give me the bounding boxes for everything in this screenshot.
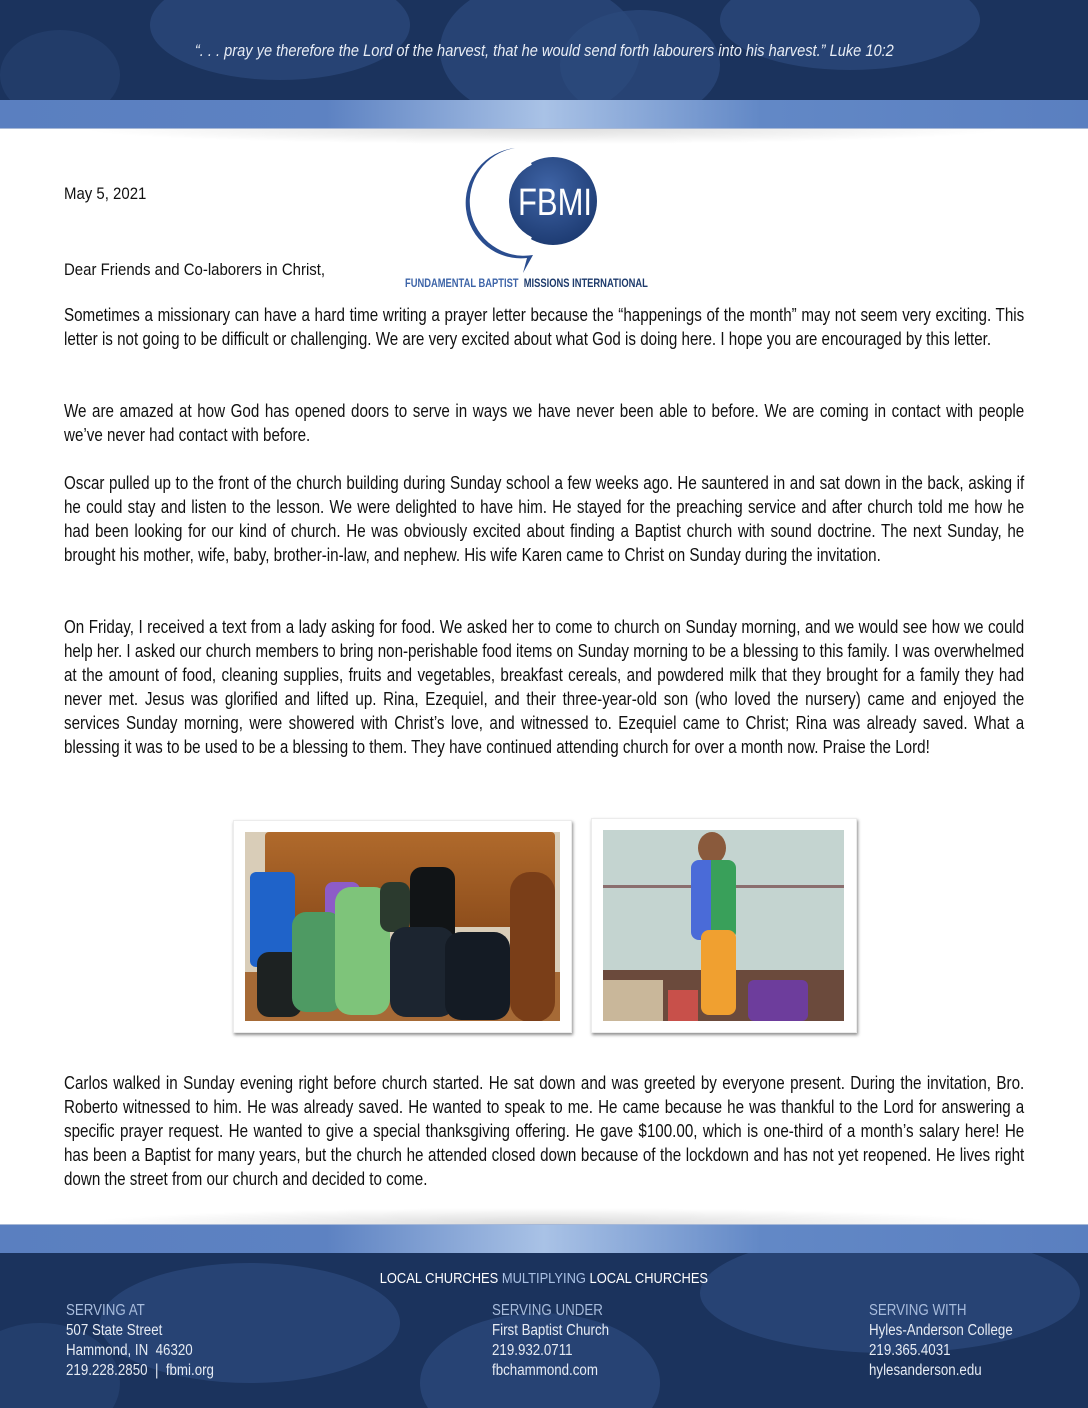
footer-phone: 219.365.4031 [869,1342,951,1359]
motto-part3: LOCAL CHURCHES [586,1270,709,1287]
photo-frame-food-bags [233,820,572,1033]
paragraph-open-doors: We are amazed at how God has opened doors to serve in ways we have never been able to before. We are coming in contact with people we’ve never had contact with before. [64,400,1025,445]
fbmi-logo [405,143,705,293]
footer-line: Hyles-Anderson College [869,1322,1013,1339]
logo-name-part1: FUNDAMENTAL BAPTIST [405,276,519,290]
footer-shadow [0,1205,1088,1224]
header-accent-bar [0,100,1088,129]
letter-salutation [64,260,361,280]
footer-line: 507 State Street [66,1322,163,1339]
footer-phone: 219.932.0711 [492,1342,573,1359]
world-map-shape [150,0,410,80]
paragraph-intro: Sometimes a missionary can have a hard time writing a prayer letter because the “happenings of the month” may not seem very exciting. This letter is not going to be difficult or challenging. We are very excited about what God is doing here. I hope you are encouraged by this letter. [64,304,1025,349]
footer-link-fbmi[interactable]: 219.228.2850 | fbmi.org [66,1362,214,1379]
footer-banner [0,1253,1088,1408]
footer-column-serving-at [66,1301,238,1381]
photo-food-bags [245,832,560,1021]
photo-frame-child [591,818,857,1033]
footer-heading: SERVING AT [66,1302,145,1319]
letter-date [64,184,158,204]
paragraph-carlos: Carlos walked in Sunday evening right before church started. He sat down and was greeted by everyone present. During the invitation, Bro. Roberto witnessed to him. He was already saved. He wanted to speak to me. He came because he was thankful to the Lord for answering a specific prayer request. He wanted to give a special thanksgiving offering. He gave $100.00, which is one-third of a month’s salary here! He has been a Baptist for many years, but the church he attended closed down because of the lockdown and has not yet reopened. He lives right down the street from our church and decided to come. [64,1072,1025,1189]
footer-heading: SERVING WITH [869,1302,967,1319]
footer-motto [0,1270,1088,1287]
logo-name-part2: MISSIONS INTERNATIONAL [523,276,648,290]
scripture-quote-text: “. . . pray ye therefore the Lord of the harvest, that he would send forth labourers into his harvest.” Luke 10:2 [194,41,894,60]
footer-line: Hammond, IN 46320 [66,1342,193,1359]
letter-salutation-text: Dear Friends and Co-laborers in Christ, [64,260,326,279]
footer-accent-bar [0,1224,1088,1254]
scripture-quote [0,41,1088,61]
paragraph-food: On Friday, I received a text from a lady asking for food. We asked her to come to church on Sunday morning, and we would see how we could help her. I asked our church members to bring non-perishable food items on Sunday morning to be a blessing to this family. I was overwhelmed at the amount of food, cleaning supplies, fruits and vegetables, breakfast cereals, and powdered milk that they brought for a family they had never met. Jesus was glorified and lifted up. Rina, Ezequiel, and their three-year-old son (who loved the nursery) came and enjoyed the services Sunday morning, were showered with Christ’s love, and witnessed to. Ezequiel came to Christ; Rina was already saved. What a blessing it was to be used to be a blessing to them. They have continued attending church for over a month now. Praise the Lord! [64,616,1025,757]
motto-part1: LOCAL CHURCHES [379,1270,502,1287]
footer-heading: SERVING UNDER [492,1302,603,1319]
footer-line: First Baptist Church [492,1322,610,1339]
footer-link-fbchammond[interactable]: fbchammond.com [492,1362,598,1379]
letter-date-text: May 5, 2021 [64,184,147,203]
fbmi-logo-mark [405,143,705,278]
header-banner [0,0,1088,100]
photo-child-with-groceries [603,830,844,1021]
paragraph-oscar: Oscar pulled up to the front of the church building during Sunday school a few weeks ago. He sauntered in and sat down in the back, asking if he could stay and listen to the lesson. We were delighted to have him. He stayed for the preaching service and after church told me how he had been looking for our kind of church. He was obviously excited about finding a Baptist church with sound doctrine. The next Sunday, he brought his mother, wife, baby, brother-in-law, and nephew. His wife Karen came to Christ on Sunday during the invitation. [64,472,1025,565]
footer-link-hylesanderson[interactable]: hylesanderson.edu [869,1362,982,1379]
motto-highlight: MULTIPLYING [501,1270,587,1287]
logo-wordmark [405,276,705,290]
footer-column-serving-with [869,1301,1036,1381]
footer-column-serving-under [492,1301,628,1381]
logo-mark-text: FBMI [518,182,592,224]
